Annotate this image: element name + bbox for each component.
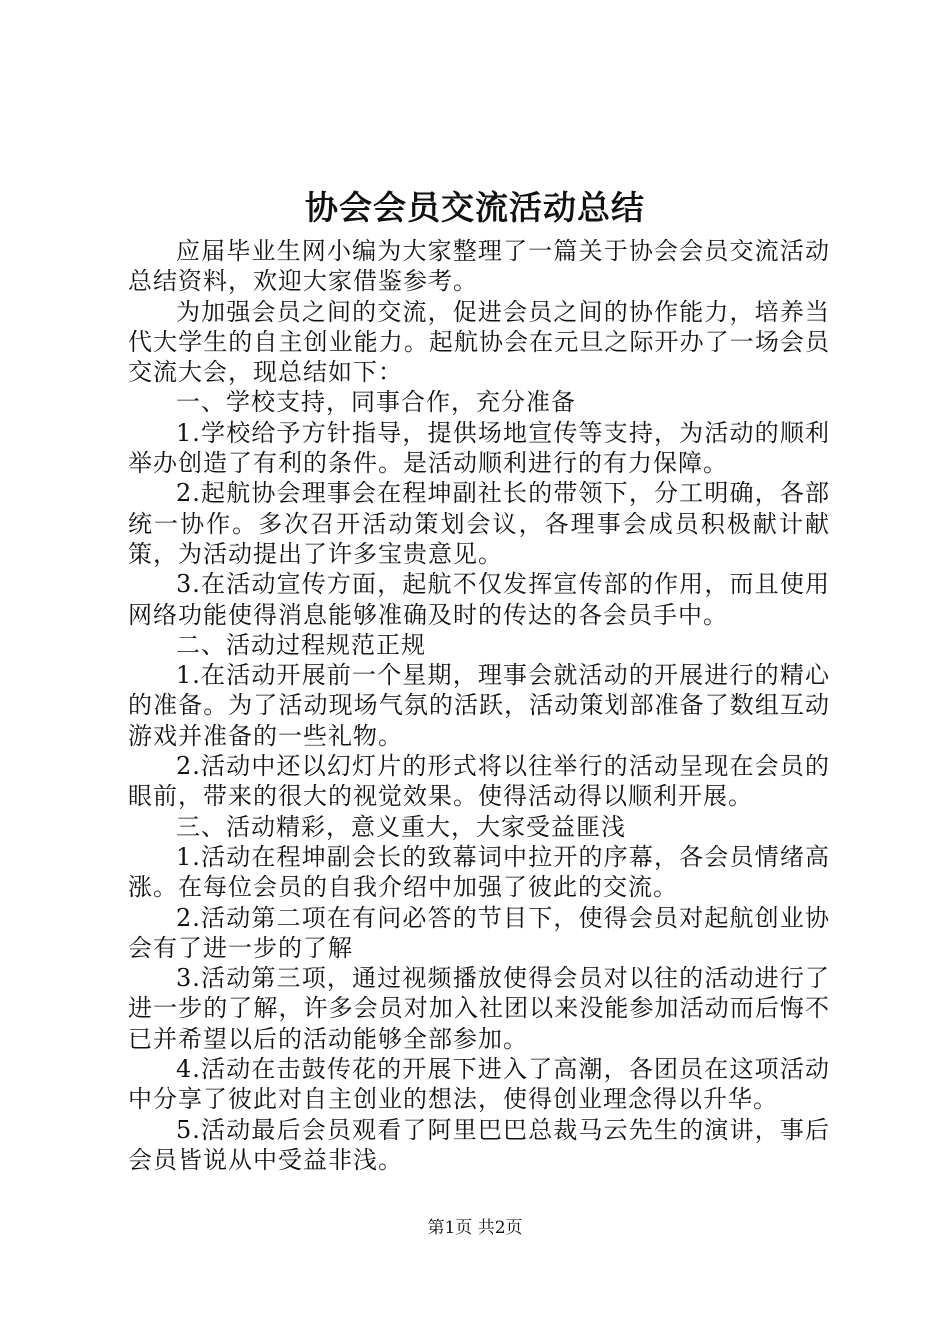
list-item: 3.在活动宣传方面，起航不仅发挥宣传部的作用，而且使用网络功能使得消息能够准确及时的传达的各会员手中。 (128, 570, 830, 629)
list-item: 5.活动最后会员观看了阿里巴巴总裁马云先生的演讲，事后会员皆说从中受益非浅。 (128, 1115, 830, 1174)
list-item: 2.活动第二项在有问必答的节目下，使得会员对起航创业协会有了进一步的了解 (128, 903, 830, 962)
list-item: 3.活动第三项，通过视频播放使得会员对以往的活动进行了进一步的了解，许多会员对加入社团以来没能参加活动而后悔不已并希望以后的活动能够全部参加。 (128, 964, 830, 1053)
list-item: 1.在活动开展前一个星期，理事会就活动的开展进行的精心的准备。为了活动现场气氛的活跃，活动策划部准备了数组互动游戏并准备的一些礼物。 (128, 661, 830, 750)
list-item: 1.学校给予方针指导，提供场地宣传等支持，为活动的顺利举办创造了有利的条件。是活动顺利进行的有力保障。 (128, 418, 830, 478)
section-heading-3: 三、活动精彩，意义重大，大家受益匪浅 (176, 812, 626, 841)
section-heading-2: 二、活动过程规范正规 (176, 630, 426, 659)
section-heading-1: 一、学校支持，同事合作，充分准备 (176, 388, 576, 417)
document-title: 协会会员交流活动总结 (305, 188, 645, 227)
page-number-footer: 第1页 共2页 (427, 1218, 523, 1238)
list-item: 2.活动中还以幻灯片的形式将以往举行的活动呈现在会员的眼前，带来的很大的视觉效果。使得活动得以顺利开展。 (128, 752, 830, 811)
list-item: 1.活动在程坤副会长的致幕词中拉开的序幕，各会员情绪高涨。在每位会员的自我介绍中加强了彼此的交流。 (128, 842, 830, 902)
document-body (128, 236, 830, 1175)
list-item: 4.活动在击鼓传花的开展下进入了高潮，各团员在这项活动中分享了彼此对自主创业的想法，使得创业理念得以升华。 (128, 1055, 830, 1114)
paragraph-intro: 应届毕业生网小编为大家整理了一篇关于协会会员交流活动总结资料，欢迎大家借鉴参考。 (128, 237, 830, 296)
paragraph-purpose: 为加强会员之间的交流，促进会员之间的协作能力，培养当代大学生的自主创业能力。起航协会在元旦之际开办了一场会员交流大会，现总结如下： (128, 297, 830, 387)
list-item: 2.起航协会理事会在程坤副社长的带领下，分工明确，各部统一协作。多次召开活动策划会议，各理事会成员积极献计献策，为活动提出了许多宝贵意见。 (128, 479, 830, 568)
